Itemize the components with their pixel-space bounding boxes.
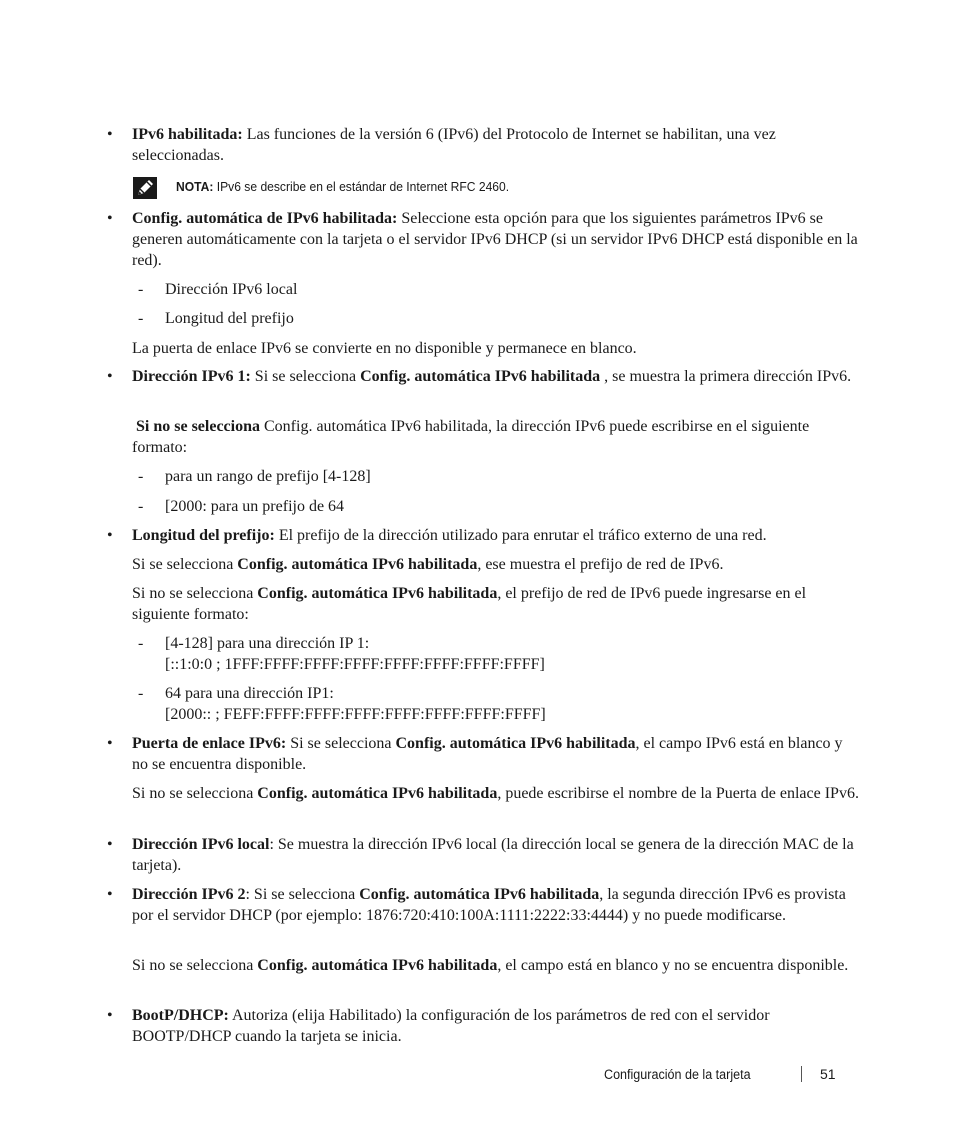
dash-marker: - xyxy=(138,310,144,327)
footer-section-title: Configuración de la tarjeta xyxy=(604,1067,751,1082)
sub-item-line: [2000:: ; FEFF:FFFF:FFFF:FFFF:FFFF:FFFF:FFFF:FFFF] xyxy=(165,706,546,723)
bullet: • xyxy=(107,886,113,903)
bullet: • xyxy=(107,210,113,227)
definition-text: Las funciones de la versión 6 (IPv6) del Protocolo de Internet se habilitan, una vez seleccionadas. xyxy=(132,126,776,164)
definition-text: , ese muestra el prefijo de red de IPv6. xyxy=(477,556,724,573)
dash-marker: - xyxy=(138,468,144,485)
definition-text: , se muestra la primera dirección IPv6. xyxy=(604,368,852,385)
dash-marker: - xyxy=(138,281,144,298)
note-text xyxy=(176,178,509,196)
definition-text: : Se muestra la dirección IPv6 local (la dirección local se genera de la dirección MAC de la tarjeta). xyxy=(132,836,854,874)
term-label: Longitud del prefijo: xyxy=(132,527,275,544)
address1-paragraph xyxy=(132,366,860,387)
prefix-manual-paragraph xyxy=(132,583,860,625)
gateway-paragraph xyxy=(132,733,860,775)
option-name: Config. automática IPv6 habilitada xyxy=(257,957,498,974)
bullet: • xyxy=(107,368,113,385)
term-label: Dirección IPv6 1: xyxy=(132,368,251,385)
sub-item-line: [4-128] para una dirección IP 1: xyxy=(165,635,370,652)
term-label: Puerta de enlace IPv6: xyxy=(132,735,287,752)
definition-text: Config. automática IPv6 habilitada, la dirección IPv6 puede escribirse en el siguiente formato: xyxy=(132,418,810,456)
sub-item: Dirección IPv6 local xyxy=(165,281,298,298)
sub-item: [2000: para un prefijo de 64 xyxy=(165,498,345,515)
definition-text: Si se selecciona xyxy=(132,556,234,573)
bullet: • xyxy=(107,527,113,544)
definition-text: Si se selecciona xyxy=(290,735,392,752)
definition-text: , puede escribirse el nombre de la Puerta de enlace IPv6. xyxy=(497,785,859,802)
definition-text: , el campo está en blanco y no se encuentra disponible. xyxy=(497,957,849,974)
option-name: Config. automática IPv6 habilitada xyxy=(359,886,600,903)
footer-divider xyxy=(801,1066,802,1082)
option-name: Config. automática IPv6 habilitada xyxy=(257,785,498,802)
note-pencil-icon xyxy=(133,177,157,199)
address2-paragraph xyxy=(132,884,860,926)
prefix-auto-paragraph xyxy=(132,554,860,575)
ipv6-enabled-paragraph xyxy=(132,124,860,166)
definition-text: Si no se selecciona xyxy=(132,785,254,802)
definition-text: Autoriza (elija Habilitado) la configuración de los parámetros de red con el servidor BOOTP/DHCP cuando la tarjeta se inicia. xyxy=(132,1007,770,1045)
address2-manual-paragraph xyxy=(132,955,860,976)
term-label: BootP/DHCP: xyxy=(132,1007,229,1024)
term-label: IPv6 habilitada: xyxy=(132,126,243,143)
sub-item-line: [::1:0:0 ; 1FFF:FFFF:FFFF:FFFF:FFFF:FFFF:FFFF:FFFF] xyxy=(165,656,545,673)
definition-text: Si se selecciona xyxy=(254,368,357,385)
page-number: 51 xyxy=(820,1066,836,1082)
bootp-paragraph xyxy=(132,1005,860,1047)
local-address-paragraph xyxy=(132,834,860,876)
definition-text: , el prefijo de red de IPv6 puede ingresarse en el siguiente formato: xyxy=(132,585,807,623)
note-body: IPv6 se describe en el estándar de Internet RFC 2460. xyxy=(216,179,510,194)
sub-item xyxy=(165,633,855,675)
definition-text: Si no se selecciona xyxy=(132,957,254,974)
option-name: Config. automática IPv6 habilitada xyxy=(395,735,636,752)
note-label: NOTA: xyxy=(176,179,214,194)
definition-text: Seleccione esta opción para que los siguientes parámetros IPv6 se generen automáticamente con la tarjeta o el servidor IPv6 DHCP (si un servidor IPv6 DHCP está disponible en la red). xyxy=(132,210,858,269)
bullet: • xyxy=(107,836,113,853)
dash-marker: - xyxy=(138,498,144,515)
definition-text: , el campo IPv6 está en blanco y no se encuentra disponible. xyxy=(132,735,843,773)
dash-marker: - xyxy=(138,635,144,652)
sub-item: para un rango de prefijo [4-128] xyxy=(165,468,371,485)
definition-text: : Si se selecciona xyxy=(245,886,356,903)
term-label: Dirección IPv6 local xyxy=(132,836,270,853)
option-name: Config. automática IPv6 habilitada xyxy=(257,585,498,602)
definition-text: El prefijo de la dirección utilizado para enrutar el tráfico externo de una red. xyxy=(278,527,767,544)
address1-manual-paragraph xyxy=(132,416,860,458)
gateway-manual-paragraph xyxy=(132,783,860,804)
autoconfig-paragraph xyxy=(132,208,860,271)
sub-item-line: 64 para una dirección IP1: xyxy=(165,685,334,702)
term-label: Config. automática de IPv6 habilitada: xyxy=(132,210,398,227)
sub-item: Longitud del prefijo xyxy=(165,310,294,327)
term-label: Dirección IPv6 2 xyxy=(132,886,246,903)
bullet: • xyxy=(107,1007,113,1024)
autoconfig-after-paragraph: La puerta de enlace IPv6 se convierte en no disponible y permanece en blanco. xyxy=(132,340,637,357)
definition-text: Si no se selecciona xyxy=(132,585,254,602)
definition-text: , la segunda dirección IPv6 es provista por el servidor DHCP (por ejemplo: 1876:720:410:100A:1111:2222:33:4444) y no puede modificarse. xyxy=(132,886,846,924)
sub-item xyxy=(165,683,855,725)
bullet: • xyxy=(107,126,113,143)
bullet: • xyxy=(107,735,113,752)
condition-label: Si no se selecciona xyxy=(136,418,260,435)
prefix-paragraph xyxy=(132,525,860,546)
option-name: Config. automática IPv6 habilitada xyxy=(237,556,478,573)
dash-marker: - xyxy=(138,685,144,702)
option-name: Config. automática IPv6 habilitada xyxy=(360,368,601,385)
